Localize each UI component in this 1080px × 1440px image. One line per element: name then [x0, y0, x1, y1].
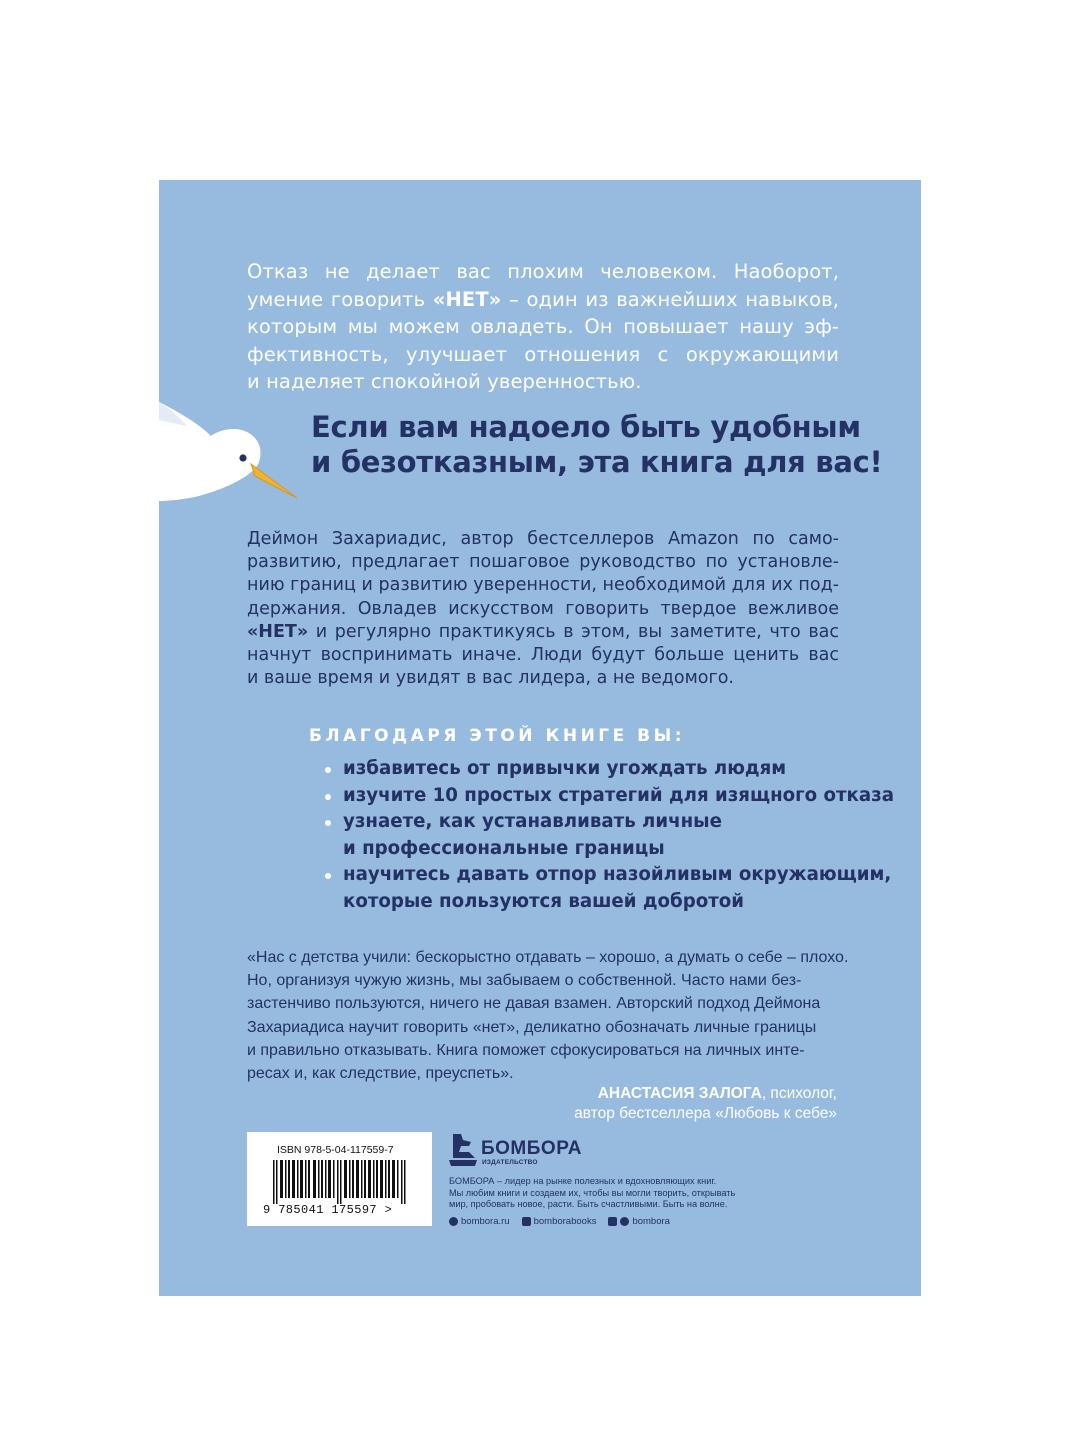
website-link[interactable]: [449, 1216, 510, 1227]
benefit-item: [325, 862, 892, 915]
telegram-icon: [620, 1217, 629, 1226]
bombora-logo-icon: [449, 1132, 479, 1168]
benefit-text: которые пользуются вашей добротой: [343, 890, 745, 912]
messenger-link[interactable]: [608, 1216, 670, 1227]
headline: [311, 410, 883, 480]
chat-icon: [608, 1217, 617, 1226]
website-label: bombora.ru: [461, 1216, 510, 1227]
benefit-text: избавитесь от привычки угождать людям: [343, 758, 787, 779]
publisher-description: [449, 1176, 759, 1211]
benefit-item: [325, 756, 845, 783]
messenger-label: bombora: [632, 1216, 670, 1227]
author-paragraph: [247, 528, 839, 690]
vk-icon: [522, 1217, 531, 1226]
publisher-desc-line: Мы любим книги и создаем их, чтобы вы могли творить, открывать: [449, 1187, 736, 1198]
quote-line: застенчиво пользуются, ничего не давая взамен. Авторский подход Деймона: [247, 995, 821, 1013]
benefit-text: научитесь давать отпор назойливым окружающим,: [343, 864, 892, 885]
intro-line-part: один из важнейших навыков,: [526, 287, 839, 311]
author-line: начнут воспринимать иначе. Люди будут больше ценить вас: [247, 645, 839, 666]
globe-icon: [449, 1217, 458, 1226]
intro-line: и наделяет спокойной уверенностью.: [247, 370, 642, 393]
headline-line: и безотказным, эта книга для вас!: [311, 445, 883, 479]
author-line: держания. Овладев искусством говорить твердое вежливое: [247, 598, 839, 619]
vk-label: bomborabooks: [533, 1216, 597, 1227]
quote-author-name: АНАСТАСИЯ ЗАЛОГА: [597, 1085, 762, 1102]
net-word: «НЕТ»: [432, 287, 502, 311]
barcode-digits: 9 785041 175597 >: [263, 1203, 393, 1217]
review-quote: [247, 946, 849, 1085]
quote-author-credit: автор бестселлера «Любовь к себе»: [574, 1105, 837, 1122]
author-line: [247, 621, 839, 644]
intro-line: [247, 286, 839, 314]
benefit-text: и профессиональные границы: [343, 837, 665, 859]
benefits-title: БЛАГОДАРЯ ЭТОЙ КНИГЕ ВЫ:: [309, 726, 686, 746]
book-back-cover: [159, 180, 921, 1296]
headline-line: Если вам надоело быть удобным: [311, 410, 861, 444]
author-line-part: и регулярно практикуясь в этом, вы заметите, что вас: [315, 621, 839, 642]
benefits-list: [325, 756, 894, 915]
publisher-subtitle: ИЗДАТЕЛЬСТВО: [482, 1159, 538, 1166]
intro-line: которым мы можем овладеть. Он повышает нашу эф-: [247, 315, 839, 338]
benefit-item: [325, 809, 845, 862]
intro-line-part: умение говорить: [247, 287, 426, 311]
quote-line: «Нас с детства учили: бескорыстно отдавать – хорошо, а думать о себе – плохо.: [247, 949, 849, 966]
quote-author-role: , психолог,: [761, 1085, 837, 1102]
net-word: «НЕТ»: [247, 621, 309, 642]
benefit-text: узнаете, как устанавливать личные: [343, 811, 722, 832]
author-line: и ваше время и увидят в вас лидера, а не ведомого.: [247, 668, 734, 689]
benefit-item: [325, 783, 894, 810]
author-line: развитию, предлагает пошаговое руководство по установле-: [247, 552, 839, 573]
quote-line: Но, организуя чужую жизнь, мы забываем о собственной. Часто нами без-: [247, 972, 802, 990]
dash: –: [501, 287, 527, 311]
benefit-text: изучите 10 простых стратегий для изящного отказа: [343, 784, 894, 806]
quote-attribution: [574, 1084, 837, 1124]
barcode: [247, 1132, 432, 1226]
quote-line: Захариадиса научит говорить «нет», деликатно обозначать личные границы: [247, 1018, 817, 1036]
publisher-name: БОМБОРА: [481, 1138, 582, 1159]
intro-line: фективность, улучшает отношения с окружающими: [247, 342, 839, 366]
quote-line: и правильно отказывать. Книга поможет сфокусироваться на личных инте-: [247, 1041, 805, 1059]
seagull-illustration: [159, 402, 309, 502]
barcode-bars: [273, 1160, 407, 1204]
author-line: Деймон Захариадис, автор бестселлеров Amazon по само-: [247, 529, 839, 549]
intro-line: Отказ не делает вас плохим человеком. Наоборот,: [247, 260, 839, 283]
publisher-socials: [449, 1216, 670, 1227]
quote-line: ресах и, как следствие, преуспеть».: [247, 1065, 514, 1083]
author-line: нию границ и развитию уверенности, необходимой для их под-: [247, 575, 839, 596]
isbn-text: ISBN 978-5-04-117559-7: [277, 1144, 394, 1156]
vk-link[interactable]: [522, 1216, 597, 1227]
intro-paragraph: [247, 258, 839, 396]
publisher-desc-line: БОМБОРА – лидер на рынке полезных и вдохновляющих книг.: [449, 1176, 717, 1186]
publisher-desc-line: мир, пробовать новое, расти. Быть счастливыми. Быть на волне.: [449, 1199, 728, 1210]
